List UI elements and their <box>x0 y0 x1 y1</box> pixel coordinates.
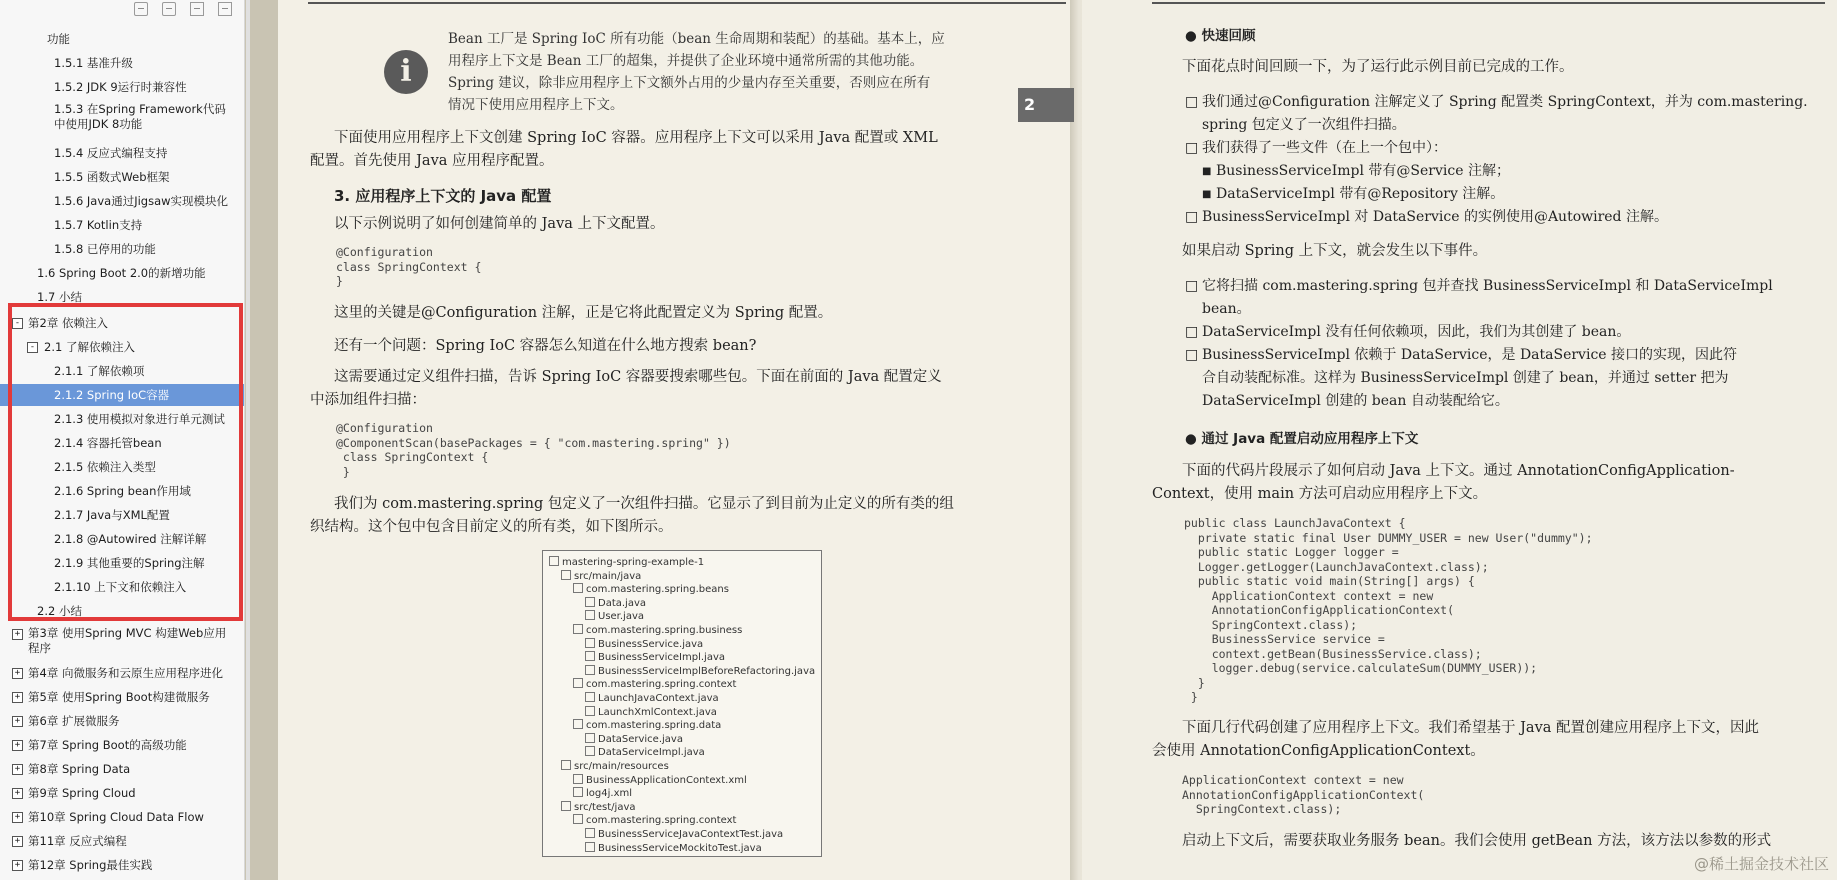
toc-item[interactable] <box>0 100 244 136</box>
paragraph: 以下示例说明了如何创建简单的 Java 上下文配置。 <box>334 216 665 232</box>
file-icon <box>585 706 595 716</box>
checklist-item: □ DataServiceImpl 没有任何依赖项，因此，我们为其创建了 bean。 <box>1202 321 1630 344</box>
note-line-1: Bean 工厂是 Spring IoC 所有功能（bean 生命周期和装配）的基础。基本上，应 <box>448 31 945 47</box>
toc-item[interactable] <box>0 336 244 358</box>
tree-node-label: log4j.xml <box>586 788 633 800</box>
toc-item-label: 1.5.6 Java通过Jigsaw实现模块化 <box>54 194 229 208</box>
folder-icon <box>573 678 583 688</box>
collapse-toggle-icon[interactable]: - <box>27 342 38 353</box>
file-icon <box>585 638 595 648</box>
toc-item-label: 2.1.9 其他重要的Spring注解 <box>54 556 205 570</box>
toc-item[interactable] <box>0 262 244 284</box>
toc-item-label: 1.7 小结 <box>37 290 82 304</box>
bookmark-icon[interactable] <box>190 2 204 16</box>
toc-item-label: 2.1.7 Java与XML配置 <box>54 508 170 522</box>
toc-item-label: 第12章 Spring最佳实践 <box>28 858 153 872</box>
toc-item[interactable] <box>0 806 244 828</box>
folder-icon <box>561 801 571 811</box>
tree-node <box>573 678 736 691</box>
toc-item-label: 2.1.4 容器托管bean <box>54 436 162 450</box>
bullet-heading: ● 通过 Java 配置启动应用程序上下文 <box>1185 431 1419 447</box>
paragraph: 这里的关键是@Configuration 注解，正是它将此配置定义为 Spring 配置。 <box>334 305 833 321</box>
toc-item[interactable] <box>0 624 244 660</box>
toc-item[interactable] <box>0 190 244 212</box>
tree-node <box>573 787 632 800</box>
paragraph: Context，使用 main 方法可启动应用程序上下文。 <box>1152 486 1488 502</box>
section-heading: 3. 应用程序上下文的 Java 配置 <box>334 187 552 205</box>
tree-node <box>585 692 719 705</box>
tree-node <box>585 842 762 855</box>
toc-item[interactable] <box>0 734 244 756</box>
tree-node <box>585 638 703 651</box>
tree-node-label: src/test/java <box>574 801 636 813</box>
checklist-item: □ 我们通过@Configuration 注解定义了 Spring 配置类 SpringContext，并为 com.mastering. <box>1202 91 1808 114</box>
paragraph: 启动上下文后，需要获取业务服务 bean。我们会使用 getBean 方法，该方法以参数的形式 <box>1182 833 1772 849</box>
paragraph: 会使用 AnnotationConfigApplicationContext。 <box>1152 743 1485 759</box>
tree-node <box>561 801 636 814</box>
tree-node <box>573 774 747 787</box>
checklist-item: □ 我们获得了一些文件（在上一个包中）： <box>1202 137 1447 160</box>
toc-item[interactable] <box>0 662 244 684</box>
tree-node-label: LaunchJavaContext.java <box>598 693 719 704</box>
tree-node <box>573 719 721 732</box>
toc-item[interactable] <box>0 384 244 406</box>
toc-item[interactable] <box>0 600 244 622</box>
tree-node <box>585 746 705 759</box>
checklist-item: □ 它将扫描 com.mastering.spring 包并查找 BusinessServiceImpl 和 DataServiceImpl <box>1202 275 1773 298</box>
tree-node-label: BusinessServiceImplBeforeRefactoring.java <box>598 665 816 677</box>
tree-node <box>549 556 704 569</box>
tree-node-label: com.mastering.spring.business <box>586 625 743 636</box>
paragraph: 下面几行代码创建了应用程序上下文。我们希望基于 Java 配置创建应用程序上下文，因此 <box>1182 720 1760 736</box>
file-icon <box>585 610 595 620</box>
tree-node <box>585 651 725 664</box>
toc-item-label: 2.1.5 依赖注入类型 <box>54 460 156 474</box>
file-icon <box>573 787 583 797</box>
tree-node-label: BusinessServiceMockitoTest.java <box>598 842 762 854</box>
tree-node <box>585 733 683 746</box>
tree-node <box>585 706 717 719</box>
tree-node-label: com.mastering.spring.context <box>586 679 737 691</box>
paragraph: 如果启动 Spring 上下文，就会发生以下事件。 <box>1182 243 1488 259</box>
folder-icon <box>573 624 583 634</box>
tree-node-label: DataService.java <box>598 733 683 745</box>
toc-item-label: 第8章 Spring Data <box>28 762 131 776</box>
toc-item[interactable] <box>0 686 244 708</box>
paragraph: 下面花点时间回顾一下，为了运行此示例目前已完成的工作。 <box>1182 59 1574 75</box>
tree-node-label: com.mastering.spring.beans <box>586 584 729 596</box>
toc-item-label: 第2章 依赖注入 <box>28 316 108 330</box>
tree-node-label: src/main/java <box>574 570 642 582</box>
toc-item-label: 2.1.1 了解依赖项 <box>54 364 145 378</box>
expand-toggle-icon[interactable]: + <box>12 860 23 871</box>
bookmark-outline-icon[interactable] <box>218 2 232 16</box>
code-block: @Configuration @ComponentScan(basePackages = { "com.mastering.spring" }) class SpringContext { } <box>336 421 731 479</box>
project-tree-figure <box>542 550 822 857</box>
expand-toggle-icon[interactable]: + <box>12 668 23 679</box>
folder-icon <box>561 760 571 770</box>
toc-item-label: 1.5.4 反应式编程支持 <box>54 146 168 160</box>
collapse-toggle-icon[interactable]: - <box>12 318 23 329</box>
expand-toggle-icon[interactable]: + <box>12 692 23 703</box>
expand-toggle-icon[interactable]: + <box>12 836 23 847</box>
tree-node <box>573 814 736 827</box>
toc-item[interactable] <box>0 758 244 780</box>
checklist-item: □ BusinessServiceImpl 依赖于 DataService，是 DataService 接口的实现，因此符 <box>1202 344 1737 367</box>
toc-item-label: 第9章 Spring Cloud <box>28 786 136 800</box>
code-block: @Configuration class SpringContext { } <box>336 245 482 288</box>
toc-item-label: 1.5.7 Kotlin支持 <box>54 218 143 232</box>
toc-item[interactable] <box>0 782 244 804</box>
expand-all-icon[interactable] <box>162 2 176 16</box>
expand-toggle-icon[interactable]: + <box>12 812 23 823</box>
tree-node <box>585 597 646 610</box>
toc-item[interactable] <box>0 710 244 732</box>
tree-node-label: DataServiceImpl.java <box>598 747 705 759</box>
tree-node <box>561 760 669 773</box>
sub-item: ■ DataServiceImpl 带有@Repository 注解。 <box>1216 183 1504 206</box>
file-icon <box>585 746 595 756</box>
toc-item[interactable] <box>0 28 244 50</box>
top-rule <box>308 2 1066 4</box>
toc-item-label: 第7章 Spring Boot的高级功能 <box>28 738 187 752</box>
toc-item-label: 1.5.3 在Spring Framework代码中使用JDK 8功能 <box>54 102 226 131</box>
checklist-item-cont: DataServiceImpl 创建的 bean 自动装配给它。 <box>1202 393 1509 409</box>
file-icon <box>573 774 583 784</box>
paragraph: 下面的代码片段展示了如何启动 Java 上下文。通过 AnnotationConfigApplication- <box>1182 463 1735 479</box>
bullet-heading: ● 快速回顾 <box>1185 28 1256 44</box>
toc-item[interactable] <box>0 286 244 308</box>
tree-node <box>585 665 815 678</box>
tree-node-label: User.java <box>598 611 645 623</box>
file-icon <box>585 651 595 661</box>
tree-node-label: Data.java <box>598 597 647 609</box>
checklist-item-cont: bean。 <box>1202 301 1251 317</box>
toc-item[interactable] <box>0 52 244 74</box>
paragraph: 还有一个问题：Spring IoC 容器怎么知道在什么地方搜索 bean? <box>334 338 757 354</box>
note-line-2: 用程序上下文是 Bean 工厂的超集，并提供了企业环境中通常所需的其他功能。 <box>448 53 924 69</box>
tree-node-label: LaunchXmlContext.java <box>598 706 717 718</box>
toc-item-label: 第11章 反应式编程 <box>28 834 127 848</box>
file-icon <box>585 665 595 675</box>
toc-item[interactable] <box>0 142 244 164</box>
tree-node-label: BusinessServiceJavaContextTest.java <box>598 829 784 840</box>
toc-item[interactable] <box>0 360 244 382</box>
code-block: public class LaunchJavaContext { private static final User DUMMY_USER = new User("dummy"); public static Logger logger = Logger.getLogger(LaunchJavaContext.class); public static void main(String[] args) { ApplicationContext context = new AnnotationConfigApplicationContext( SpringContext.class); BusinessService service = context.getBean(BusinessService.class); logger.debug(service.calculateSum(DUMMY_USER)); } } <box>1184 516 1593 704</box>
toc-item-label: 第3章 使用Spring MVC 构建Web应用程序 <box>28 626 227 655</box>
toc-item[interactable] <box>0 504 244 526</box>
toc-item-label: 1.5.8 已停用的功能 <box>54 242 156 256</box>
folder-icon <box>561 570 571 580</box>
checklist-item: □ BusinessServiceImpl 对 DataService 的实例使用@Autowired 注解。 <box>1202 206 1668 229</box>
file-icon <box>585 597 595 607</box>
checklist-item-cont: spring 包定义了一次组件扫描。 <box>1202 117 1406 133</box>
expand-toggle-icon[interactable]: + <box>12 716 23 727</box>
toc-item[interactable] <box>0 480 244 502</box>
toc-item[interactable] <box>0 456 244 478</box>
collapse-all-icon[interactable] <box>134 2 148 16</box>
folder-icon <box>573 719 583 729</box>
watermark: @稀土掘金技术社区 <box>1693 855 1829 873</box>
toc-item[interactable] <box>0 238 244 260</box>
toc-item[interactable] <box>0 166 244 188</box>
paragraph: 织结构。这个包中包含目前定义的所有类，如下图所示。 <box>310 519 673 535</box>
tree-node <box>573 624 742 637</box>
toc-item-label: 2.1.8 @Autowired 注解详解 <box>54 532 207 546</box>
toc-item-label: 第10章 Spring Cloud Data Flow <box>28 810 204 824</box>
left-page <box>278 0 1076 880</box>
tree-node <box>561 570 641 583</box>
toc-item-label: 1.6 Spring Boot 2.0的新增功能 <box>37 266 206 280</box>
toc-sidebar <box>0 0 245 880</box>
tree-node-label: BusinessServiceImpl.java <box>598 652 726 664</box>
paragraph: 我们为 com.mastering.spring 包定义了一次组件扫描。它显示了到目前为止定义的所有类的组 <box>334 496 954 512</box>
toc-item-label: 第5章 使用Spring Boot构建微服务 <box>28 690 210 704</box>
sidebar-scrollbar[interactable] <box>246 0 250 880</box>
toc-item-label: 2.1.2 Spring IoC容器 <box>54 388 170 402</box>
chapter-tab: 2 <box>1018 88 1074 122</box>
tree-node <box>573 583 729 596</box>
toc-item-label: 1.5.5 函数式Web框架 <box>54 170 170 184</box>
toc-item[interactable] <box>0 552 244 574</box>
paragraph: 中添加组件扫描： <box>310 392 426 408</box>
top-rule <box>1152 2 1825 4</box>
folder-icon <box>573 814 583 824</box>
toc-item-label: 2.1.6 Spring bean作用域 <box>54 484 191 498</box>
info-icon: i <box>384 50 428 94</box>
toc-item[interactable] <box>0 854 244 876</box>
tree-node-label: mastering-spring-example-1 <box>562 557 705 568</box>
tree-node <box>585 828 783 841</box>
toc-item[interactable] <box>0 408 244 430</box>
expand-toggle-icon[interactable]: + <box>12 629 23 640</box>
tree-node-label: BusinessService.java <box>598 638 704 650</box>
tree-node-label: src/main/resources <box>574 761 669 772</box>
toc-item-label: 2.1.10 上下文和依赖注入 <box>54 580 187 594</box>
toc-item-label: 第6章 扩展微服务 <box>28 714 120 728</box>
folder-icon <box>549 556 559 566</box>
note-line-4: 情况下使用应用程序上下文。 <box>448 97 624 113</box>
toc-item[interactable] <box>0 528 244 550</box>
toc-item-label: 功能 <box>47 32 70 46</box>
toc-item[interactable] <box>0 576 244 598</box>
toc-item-label: 2.1.3 使用模拟对象进行单元测试 <box>54 412 225 426</box>
toc-item[interactable] <box>0 76 244 98</box>
toc-item-label: 1.5.1 基准升级 <box>54 56 133 70</box>
tree-node <box>585 610 644 623</box>
toc-item-label: 2.1 了解依赖注入 <box>44 340 135 354</box>
file-icon <box>585 733 595 743</box>
paragraph: 这需要通过定义组件扫描，告诉 Spring IoC 容器要搜索哪些包。下面在前面的 Java 配置定义 <box>334 369 942 385</box>
sidebar-toolbar <box>0 0 244 22</box>
checklist-item-cont: 合自动装配标准。这样为 BusinessServiceImpl 创建了 bean，并通过 setter 把为 <box>1202 370 1729 386</box>
tree-node-label: BusinessApplicationContext.xml <box>586 774 747 786</box>
toc-item[interactable] <box>0 830 244 852</box>
toc-item[interactable] <box>0 214 244 236</box>
code-block: ApplicationContext context = new AnnotationConfigApplicationContext( SpringContext.class); <box>1182 773 1425 816</box>
file-icon <box>585 828 595 838</box>
tree-node-label: com.mastering.spring.data <box>586 720 722 732</box>
note-line-3: Spring 建议，除非应用程序上下文额外占用的少量内存至关重要，否则应在所有 <box>448 75 931 91</box>
tree-node-label: com.mastering.spring.context <box>586 815 737 827</box>
expand-toggle-icon[interactable]: + <box>12 740 23 751</box>
right-page <box>1082 0 1837 880</box>
paragraph: 配置。首先使用 Java 应用程序配置。 <box>310 153 554 169</box>
toc-item-label: 2.2 小结 <box>37 604 82 618</box>
sub-item: ■ BusinessServiceImpl 带有@Service 注解； <box>1216 160 1510 183</box>
toc-item-label: 第4章 向微服务和云原生应用程序进化 <box>28 666 223 680</box>
file-icon <box>585 692 595 702</box>
toc-item[interactable] <box>0 312 244 334</box>
file-icon <box>585 842 595 852</box>
toc-item-label: 1.5.2 JDK 9运行时兼容性 <box>54 80 187 94</box>
expand-toggle-icon[interactable]: + <box>12 788 23 799</box>
folder-icon <box>573 583 583 593</box>
paragraph: 下面使用应用程序上下文创建 Spring IoC 容器。应用程序上下文可以采用 Java 配置或 XML <box>334 130 938 146</box>
toc-item[interactable] <box>0 432 244 454</box>
expand-toggle-icon[interactable]: + <box>12 764 23 775</box>
